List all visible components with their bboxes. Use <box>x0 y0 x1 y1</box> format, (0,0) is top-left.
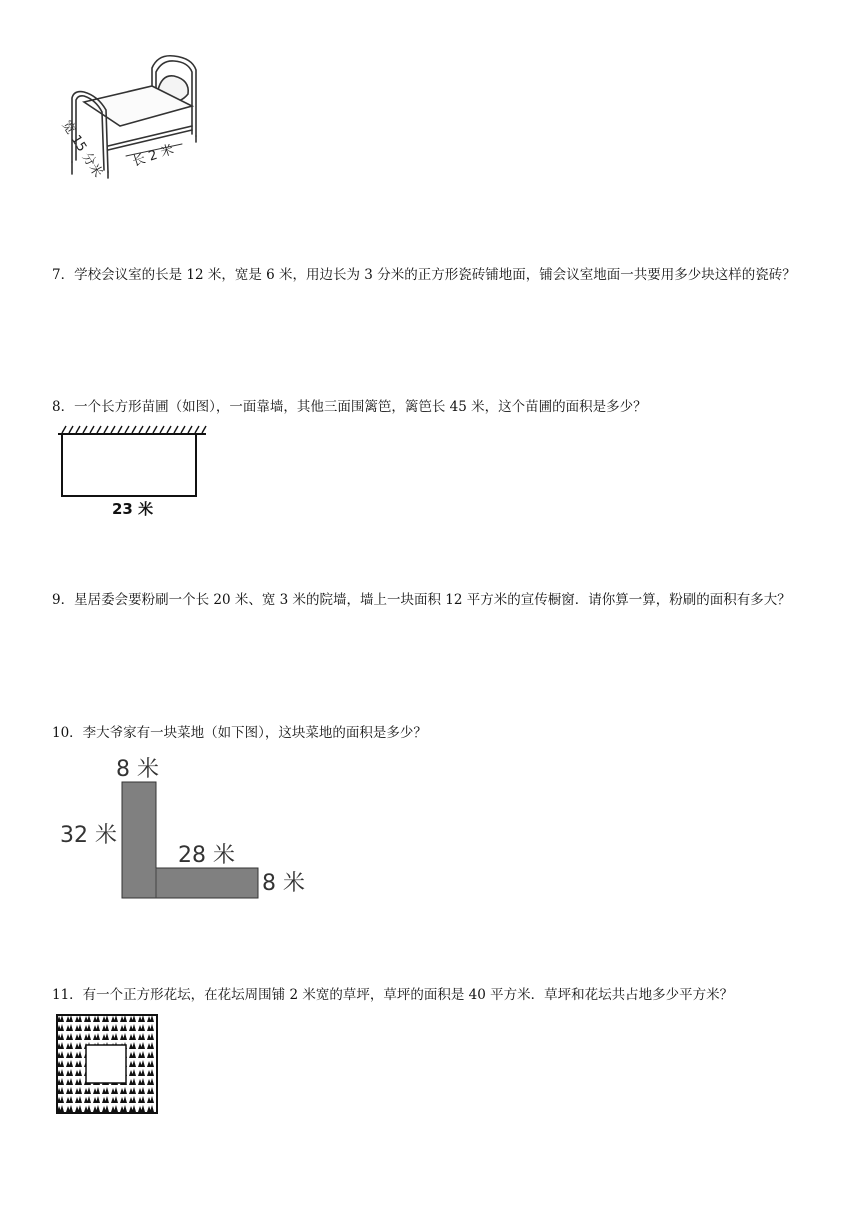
vegetable-plot-figure <box>58 752 318 904</box>
plot-arm-width-label: 8 米 <box>262 871 305 896</box>
question-8: 8．一个长方形苗圃（如图），一面靠墙，其他三面围篱笆，篱笆长 45 米，这个苗圃的面积是多少？ <box>52 399 647 415</box>
plot-arm-length-label: 28 米 <box>178 843 235 868</box>
bed-width-label: 宽 15 分米 <box>58 118 106 181</box>
plot-height-label: 32 米 <box>60 823 117 848</box>
question-11: 11．有一个正方形花坛，在花坛周围铺 2 米宽的草坪，草坪的面积是 40 平方米．草坪和花坛共占地多少平方米？ <box>52 987 734 1003</box>
question-7: 7．学校会议室的长是 12 米，宽是 6 米，用边长为 3 分米的正方形瓷砖铺地面，铺会议室地面一共要用多少块这样的瓷砖？ <box>52 267 796 283</box>
plot-top-width-label: 8 米 <box>116 757 159 782</box>
bed-length-label: 长 2 米 <box>130 142 176 170</box>
nursery-figure <box>54 422 214 522</box>
nursery-length-label: 23 米 <box>112 500 154 518</box>
bed-figure <box>50 50 210 190</box>
question-10: 10．李大爷家有一块菜地（如下图），这块菜地的面积是多少？ <box>52 725 427 741</box>
flower-bed-figure <box>56 1014 160 1116</box>
question-9: 9．星居委会要粉刷一个长 20 米、宽 3 米的院墙，墙上一块面积 12 平方米的宣传橱窗．请你算一算，粉刷的面积有多大？ <box>52 592 791 608</box>
